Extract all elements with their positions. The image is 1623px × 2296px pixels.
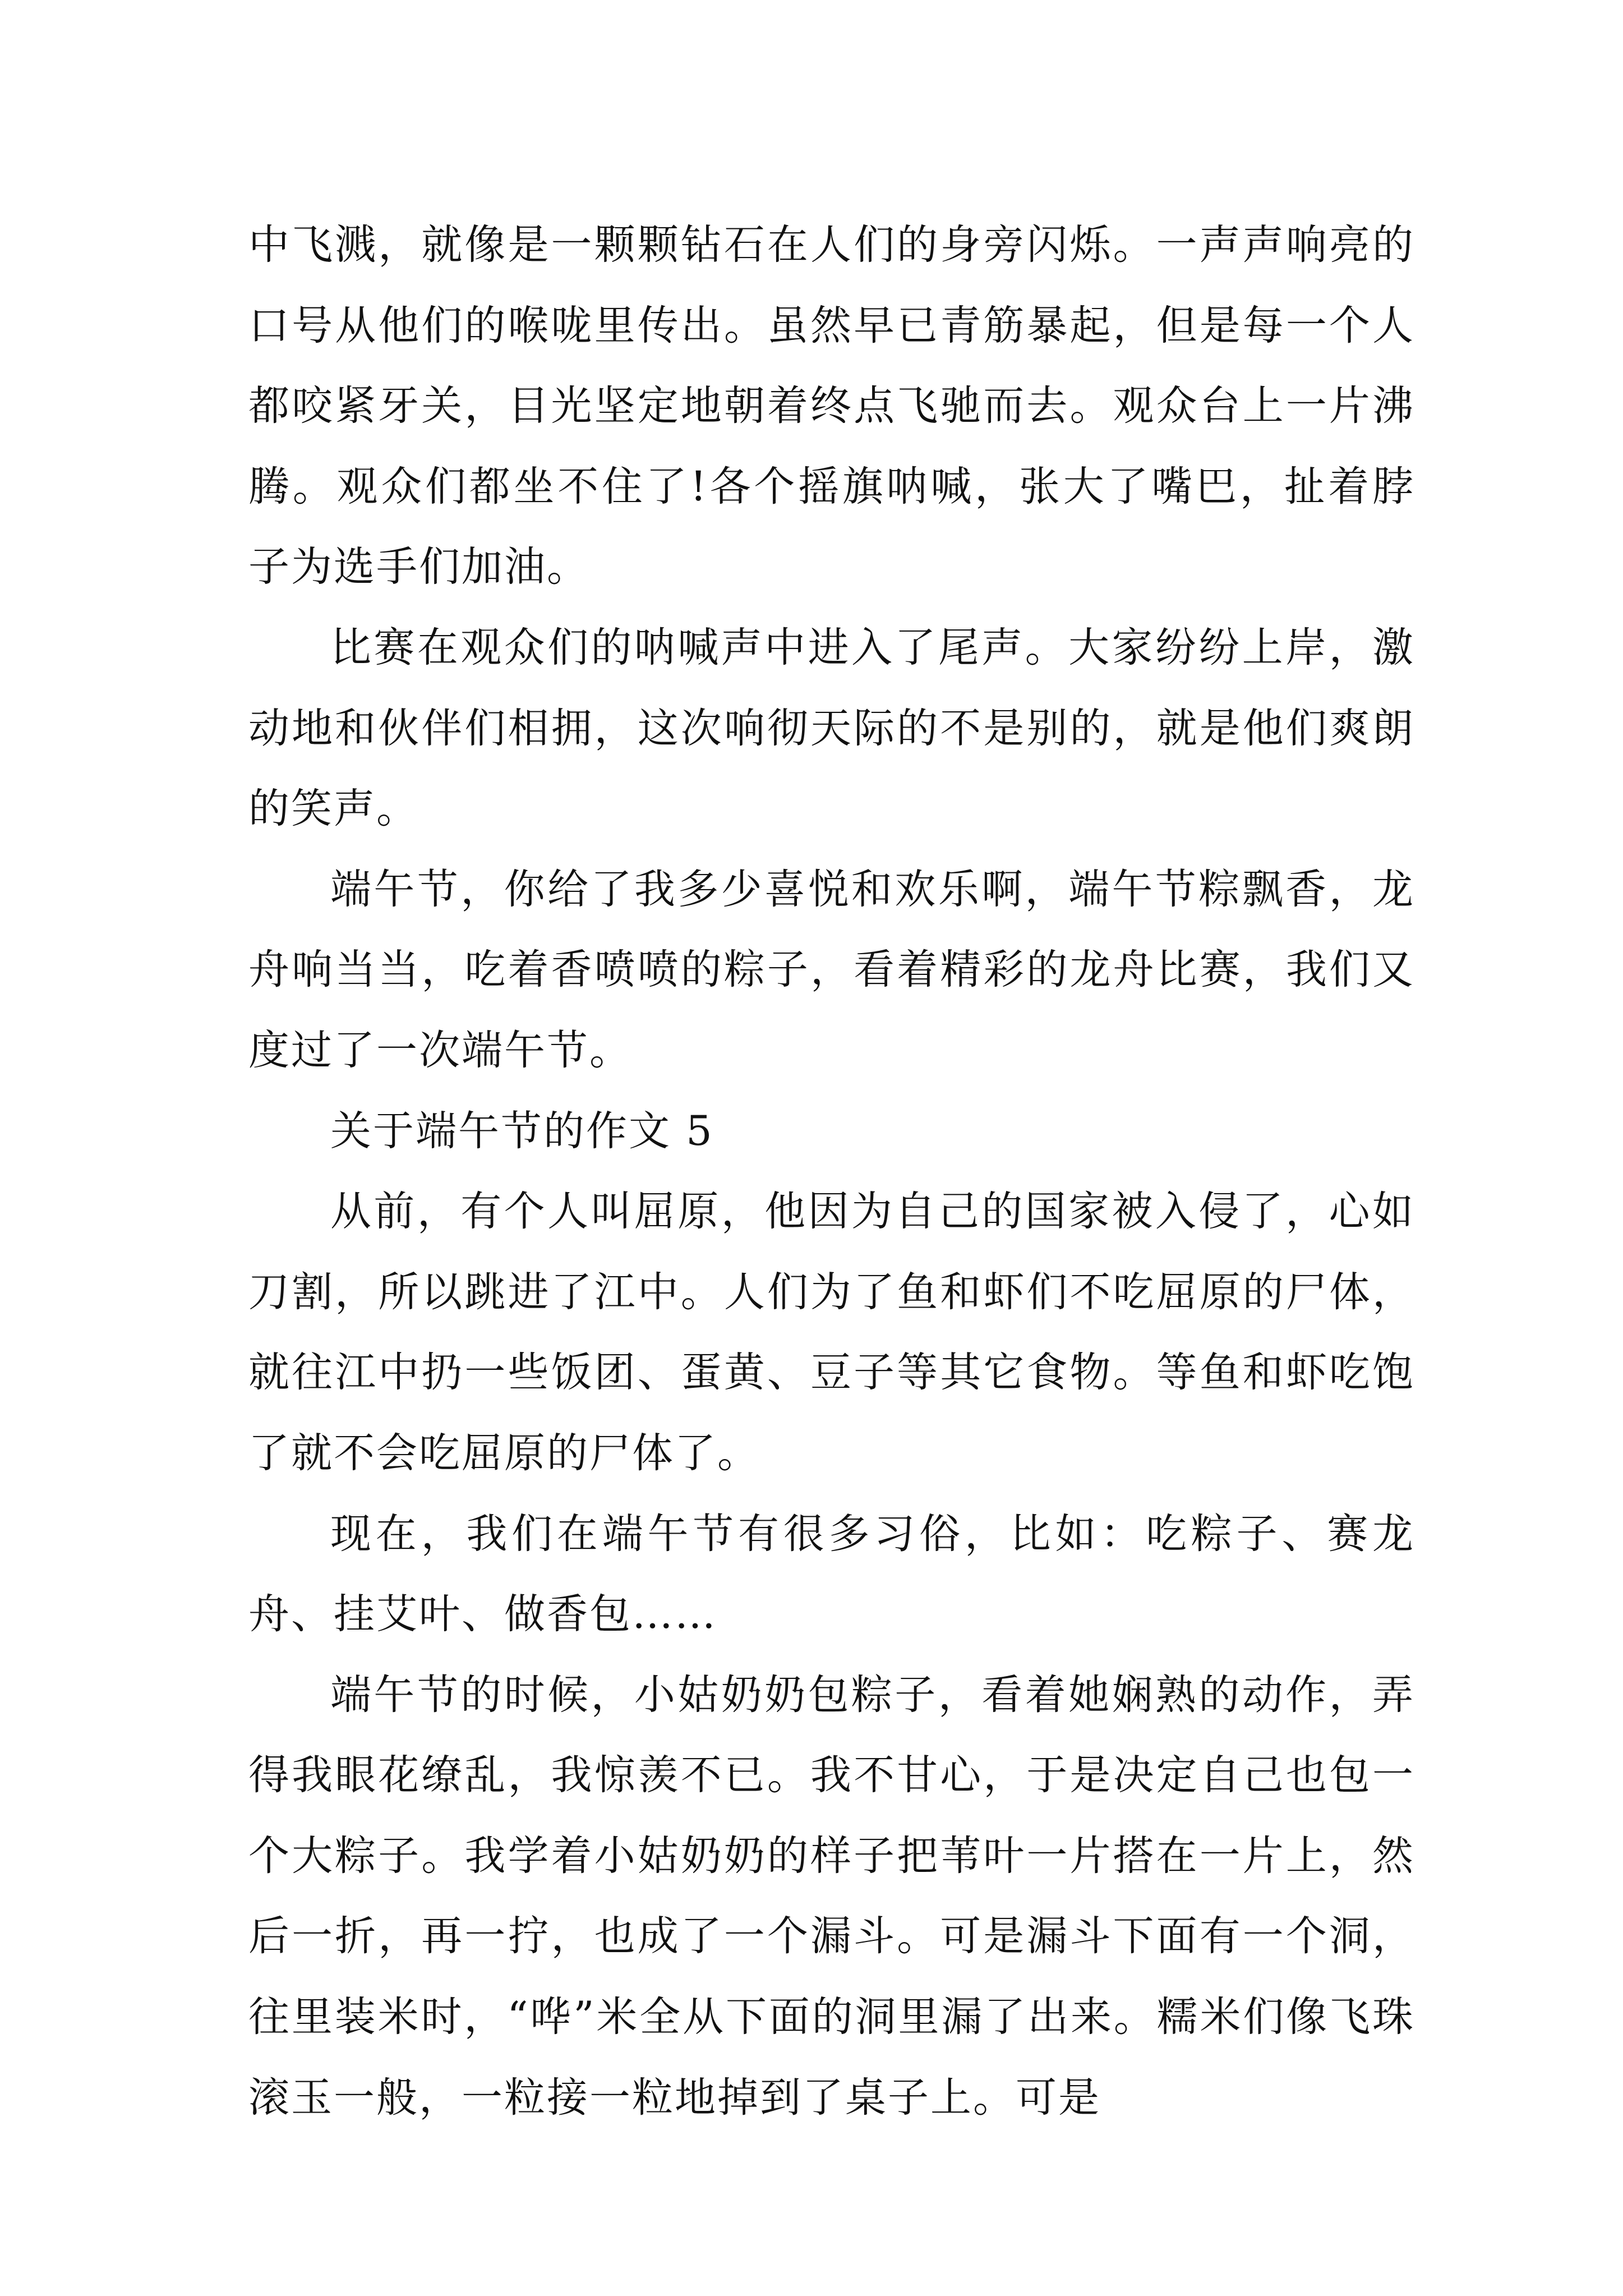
essay-heading: 关于端午节的作文 5 (330, 1107, 714, 1155)
paragraph-qu-yuan-story: 从前，有个人叫屈原，他因为自己的国家被入侵了，心如刀割，所以跳进了江中。人们为了鱼和虾们不吃屈原的尸体，就往江中扔一些饭团、蛋黄、豆子等其它食物。等鱼和虾吃饱了就不会吃屈原的尸体了。 (248, 1188, 1415, 1477)
document-body (248, 205, 1415, 2138)
paragraph-race-ending: 比赛在观众们的呐喊声中进入了尾声。大家纷纷上岸，激动地和伙伴们相拥，这次响彻天际的不是别的，就是他们爽朗的笑声。 (248, 623, 1415, 833)
paragraph-festival-summary: 端午节，你给了我多少喜悦和欢乐啊，端午节粽飘香，龙舟响当当，吃着香喷喷的粽子，看着精彩的龙舟比赛，我们又度过了一次端午节。 (248, 865, 1415, 1074)
paragraph-making-zongzi: 端午节的时候，小姑奶奶包粽子，看着她娴熟的动作，弄得我眼花缭乱，我惊羡不已。我不甘心，于是决定自己也包一个大粽子。我学着小姑奶奶的样子把苇叶一片搭在一片上，然后一折，再一拧，也成了一个漏斗。可是漏斗下面有一个洞，往里装米时，“哗”米全从下面的洞里漏了出来。糯米们像飞珠滚玉一般，一粒接一粒地掉到了桌子上。可是 (248, 1671, 1415, 2122)
paragraph-customs: 现在，我们在端午节有很多习俗，比如：吃粽子、赛龙舟、挂艾叶、做香包…… (248, 1510, 1415, 1639)
paragraph-continuation: 中飞溅，就像是一颗颗钻石在人们的身旁闪烁。一声声响亮的口号从他们的喉咙里传出。虽然早已青筋暴起，但是每一个人都咬紧牙关，目光坚定地朝着终点飞驰而去。观众台上一片沸腾。观众们都坐不住了!各个摇旗呐喊，张大了嘴巴，扯着脖子为选手们加油。 (248, 221, 1415, 591)
